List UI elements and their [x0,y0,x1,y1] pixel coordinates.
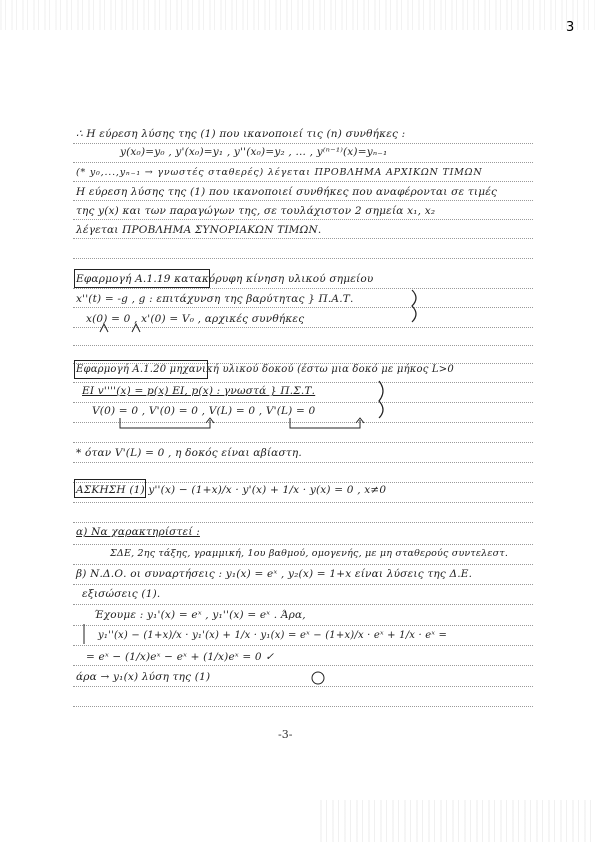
text-line-1: ∴ Η εύρεση λύσης της (1) που ικανοποιεί τις (n) συνθήκες : [76,128,406,140]
text-line-21: = eˣ − (1/x)eˣ − eˣ + (1/x)eˣ = 0 ✓ [86,651,275,663]
bracket-arrow-right [290,418,360,428]
text-line-2: y(x₀)=y₀ , y'(x₀)=y₁ , y''(x₀)=y₂ , ... , y⁽ⁿ⁻¹⁾(x)=yₙ₋₁ [120,146,388,158]
text-line-17: β) Ν.Δ.Ο. οι συναρτήσεις : y₁(x) = eˣ , y₂(x) = 1+x είναι λύσεις της Δ.Ε. [76,568,473,580]
page-footer: -3- [278,728,293,741]
circled-one-mark [312,672,324,684]
text-line-9: x(0) = 0 , x'(0) = V₀ , αρχικές συνθήκες [86,313,305,325]
text-line-12: V(0) = 0 , V'(0) = 0 , V(L) = 0 , V'(L) = 0 [92,405,316,417]
text-line-16: ΣΔΕ, 2ης τάξης, γραμμική, 1ου βαθμού, ομογενής, με μη σταθερούς συντελεστ. [110,548,509,559]
brace-pst [379,381,383,418]
text-line-4: Η εύρεση λύσης της (1) που ικανοποιεί συνθήκες που αναφέρονται σε τιμές [76,186,498,198]
text-line-11: EI v''''(x) = p(x) EI, p(x) : γνωστά } Π.Σ.Τ. [82,385,316,397]
text-line-14: ΑΣΚΗΣΗ (1) y''(x) − (1+x)/x · y'(x) + 1/x · y(x) = 0 , x≠0 [76,484,387,496]
text-line-10: Εφαρμογή Α.1.20 μηχανική υλικού δοκού (έστω μια δοκό με μήκος L>0 [76,364,454,375]
text-line-22: άρα → y₁(x) λύση της (1) [76,671,211,683]
text-line-15: α) Να χαρακτηρίστεί : [76,526,200,538]
text-line-19: Έχουμε : y₁'(x) = eˣ , y₁''(x) = eˣ . Άρα, [94,609,306,621]
bracket-arrow-left [120,418,210,428]
text-line-7: Εφαρμογή Α.1.19 κατακόρυφη κίνηση υλικού σημείου [76,273,374,285]
text-line-20: y₁''(x) − (1+x)/x · y₁'(x) + 1/x · y₁(x) = eˣ − (1+x)/x · eˣ + 1/x · eˣ = [98,630,448,641]
text-line-5: της y(x) και των παραγώγων της, σε τουλάχιστον 2 σημεία x₁, x₂ [76,205,436,217]
text-line-8: x''(t) = -g , g : επιτάχυνση της βαρύτητας } Π.Α.Τ. [76,293,354,305]
text-line-6: λέγεται ΠΡΟΒΛΗΜΑ ΣΥΝΟΡΙΑΚΩΝ ΤΙΜΩΝ. [76,224,322,236]
text-line-18: εξισώσεις (1). [82,588,161,600]
brace-pat [412,290,416,322]
text-line-13: * όταν V'(L) = 0 , η δοκός είναι αβίαστη. [76,447,302,459]
page-number: 3 [566,20,575,35]
text-line-3: (* y₀,...,yₙ₋₁ → γνωστές σταθερές) λέγεται ΠΡΟΒΛΗΜΑ ΑΡΧΙΚΩΝ ΤΙΜΩΝ [76,167,483,178]
